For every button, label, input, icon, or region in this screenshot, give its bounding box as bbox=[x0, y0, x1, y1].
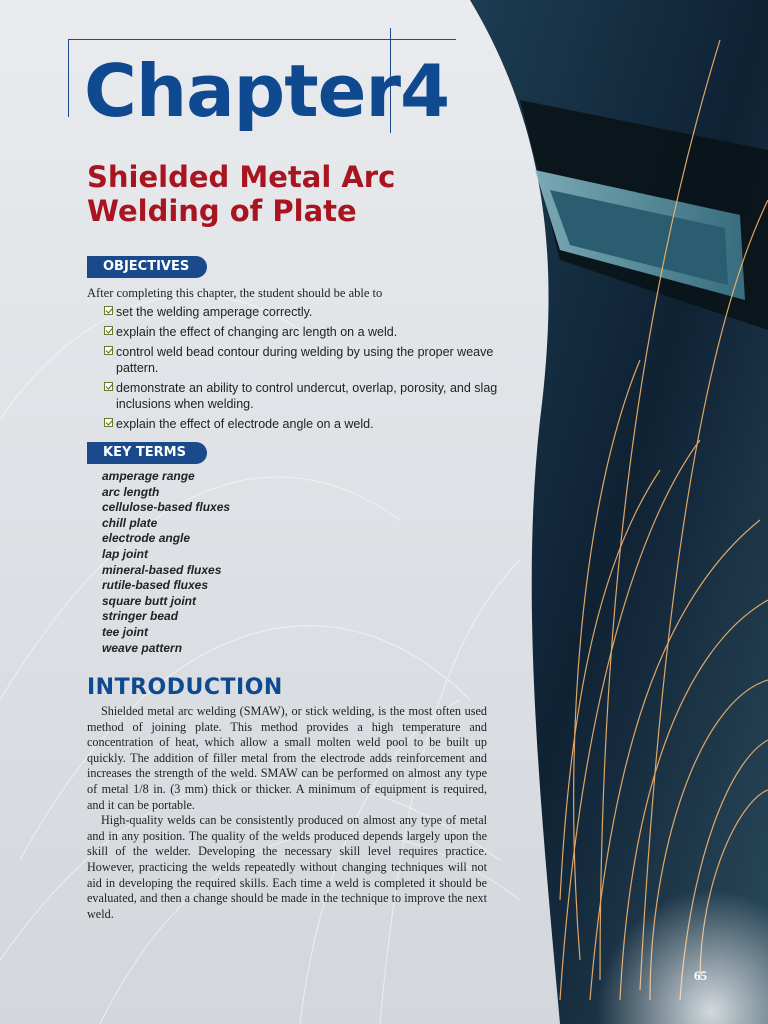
chapter-title-line-2: Welding of Plate bbox=[87, 194, 357, 228]
chapter-title bbox=[87, 160, 507, 228]
list-item: cellulose-based fluxes bbox=[102, 500, 231, 515]
introduction-heading: INTRODUCTION bbox=[87, 675, 283, 700]
introduction-paragraph-1: Shielded metal arc welding (SMAW), or stick welding, is the most often used method of joining plate. This method provides a high temperature and concentration of heat, which allow a small molten weld pool to be built up quickly. The addition of filler metal from the electrode adds reinforcement and increases the strength of the weld. SMAW can be performed on almost any type of metal 1/8 in. (3 mm) thick or thicker. A minimum of equipment is required, and it can be portable. bbox=[87, 704, 487, 812]
objectives-tab: OBJECTIVES bbox=[87, 256, 207, 278]
checkbox-icon bbox=[104, 382, 113, 391]
list-item: control weld bead contour during welding by using the proper weave pattern. bbox=[104, 344, 504, 376]
list-item: square butt joint bbox=[102, 593, 196, 608]
list-item: chill plate bbox=[102, 515, 158, 530]
introduction-body bbox=[87, 704, 487, 922]
list-item: demonstrate an ability to control undercut, overlap, porosity, and slag inclusions when welding. bbox=[104, 380, 504, 412]
objectives-intro: After completing this chapter, the student should be able to bbox=[87, 286, 383, 300]
list-item: arc length bbox=[102, 484, 160, 499]
list-item: rutile-based fluxes bbox=[102, 578, 209, 593]
checkbox-icon bbox=[104, 326, 113, 335]
key-terms-tab: KEY TERMS bbox=[87, 442, 207, 464]
chapter-number: 4 bbox=[400, 49, 451, 133]
list-item: explain the effect of electrode angle on a weld. bbox=[104, 416, 504, 432]
list-item: stringer bead bbox=[102, 609, 179, 624]
chapter-word: Chapter bbox=[84, 49, 400, 133]
objectives-list bbox=[104, 304, 504, 436]
list-item: electrode angle bbox=[102, 531, 191, 546]
heading-rule-top bbox=[68, 39, 456, 40]
checkbox-icon bbox=[104, 418, 113, 427]
checkbox-icon bbox=[104, 306, 113, 315]
heading-rule-left bbox=[68, 39, 69, 117]
page-number: 65 bbox=[694, 968, 707, 983]
list-item: explain the effect of changing arc length on a weld. bbox=[104, 324, 504, 340]
key-terms-list bbox=[102, 469, 230, 656]
list-item: weave pattern bbox=[102, 640, 183, 655]
list-item: lap joint bbox=[102, 546, 148, 561]
list-item: amperage range bbox=[102, 469, 195, 483]
list-item: set the welding amperage correctly. bbox=[104, 304, 504, 320]
checkbox-icon bbox=[104, 346, 113, 355]
list-item: tee joint bbox=[102, 624, 149, 639]
chapter-title-line-1: Shielded Metal Arc bbox=[87, 160, 396, 194]
list-item: mineral-based fluxes bbox=[102, 562, 222, 577]
introduction-paragraph-2: High-quality welds can be consistently produced on almost any type of metal and in any position. The quality of the welds produced depends largely upon the skill of the welder. Developing the necessary skill level requires practice. However, practicing the welds repeatedly without changing techniques will not aid in developing the required skills. Each time a weld is completed it should be evaluated, and then a change should be made in the technique to improve the next weld. bbox=[87, 813, 487, 921]
